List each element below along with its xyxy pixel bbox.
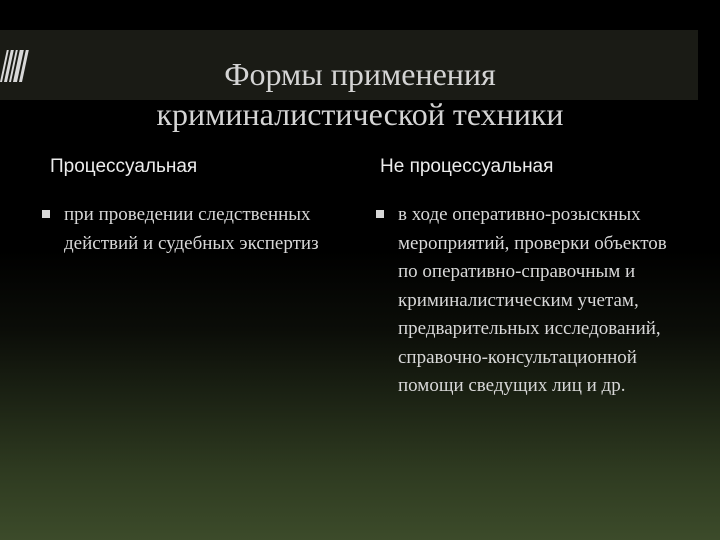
column-header-procedural: Процессуальная (50, 156, 198, 177)
square-bullet-icon (376, 210, 384, 218)
bullet-text-procedural: при проведении следственных действий и судебных экспертиз (64, 204, 319, 254)
column-header-non-procedural: Не процессуальная (380, 156, 554, 177)
square-bullet-icon (42, 210, 50, 218)
bullet-item-non-procedural (376, 201, 696, 401)
slide-title: Формы применения криминалистической техники (156, 56, 564, 132)
bullet-text-non-procedural: в ходе оперативно-розыскных мероприятий, проверки объектов по оперативно-справочным и криминалистическим учетам, предварительных исследований, справочно-консультационной помощи сведущих лиц и др. (398, 204, 667, 396)
bullet-item-procedural (42, 201, 342, 258)
